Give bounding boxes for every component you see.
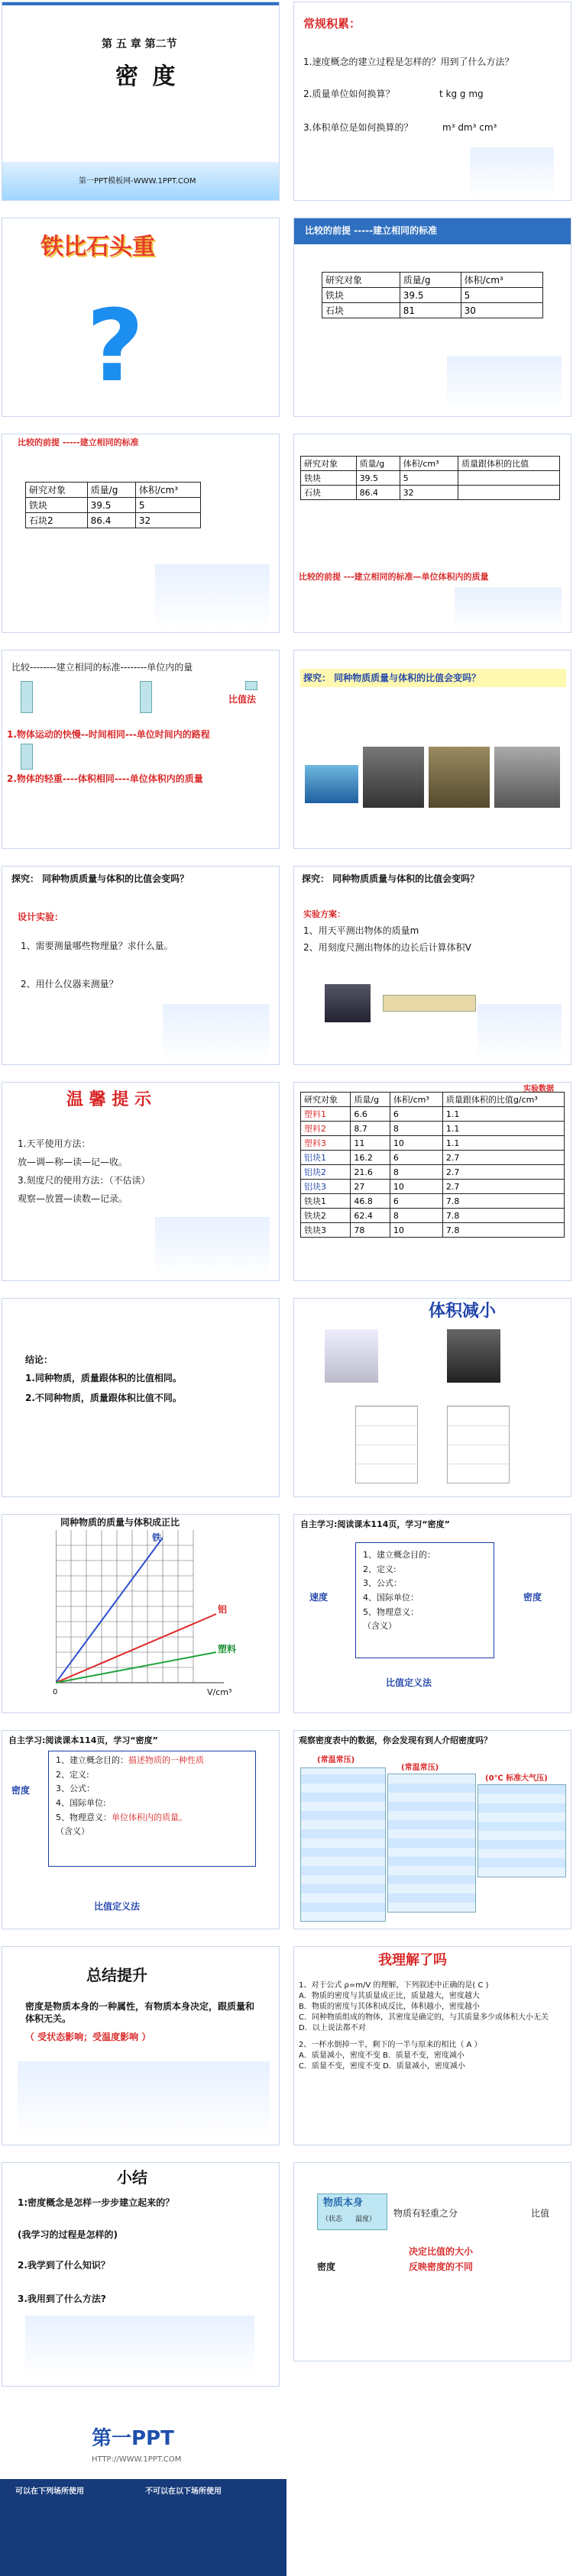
step-2: 2、用刻度尺测出物体的边长后计算体积V xyxy=(303,942,471,953)
question-2: 2.质量单位如何换算？ xyxy=(303,89,395,99)
cell: 铝块1 xyxy=(301,1151,351,1165)
heading: 常规积累： xyxy=(303,17,361,31)
slide-design xyxy=(2,866,280,1065)
grid-paper-image xyxy=(355,1406,418,1483)
col-header: 质量/g xyxy=(87,483,135,498)
banner-title: 铁比石头重 xyxy=(40,234,155,260)
concept-item: 5、物理意义： xyxy=(56,1812,112,1822)
col-header: 研究对象 xyxy=(26,483,88,498)
cell: 86.4 xyxy=(356,486,400,500)
ruler-image xyxy=(383,995,476,1012)
slide-iron-stone xyxy=(2,218,280,417)
slide-tips xyxy=(2,1082,280,1281)
cell: 32 xyxy=(135,513,200,528)
slide-recap xyxy=(2,2162,280,2387)
slide-self-study-answer xyxy=(2,1730,280,1929)
quiz-option: B．物质的密度与其体积成反比，体积越小，密度越小 xyxy=(299,2003,480,2011)
relation-3: 决定比值的大小 xyxy=(409,2246,474,2257)
title: 温 馨 提 示 xyxy=(66,1090,151,1109)
col-header: 质量跟体积的比值g/cm³ xyxy=(442,1093,564,1107)
cell: 10 xyxy=(390,1223,442,1238)
concept-item: 1、建立概念目的： xyxy=(56,1755,128,1765)
promo-heading-1: 可以在下列场所使用 xyxy=(15,2487,84,2496)
cell: 5 xyxy=(135,498,200,513)
compare-line: 比较--------建立相同的标准--------单位内的量 xyxy=(11,662,193,673)
heading: 探究： 同种物质质量与体积的比值会变吗？ xyxy=(303,673,481,683)
table-row xyxy=(301,1209,565,1223)
table-note-1: (常温常压) xyxy=(317,1756,355,1764)
col-header: 体积/cm³ xyxy=(390,1093,442,1107)
slide-conclusion xyxy=(2,1298,280,1497)
cell: 石块 xyxy=(301,486,357,500)
chapter-label: 第 五 章 第二节 xyxy=(102,38,177,50)
cell: 石块 xyxy=(322,303,400,318)
col-header: 质量/g xyxy=(351,1093,390,1107)
table-row xyxy=(301,1136,565,1151)
cell: 2.7 xyxy=(442,1151,564,1165)
metal-blocks-image xyxy=(363,747,424,808)
concept-item: 3、公式： xyxy=(363,1578,402,1589)
x-axis-label: V/cm³ xyxy=(207,1687,232,1697)
right-label: 密度 xyxy=(523,1592,542,1603)
cell: 5 xyxy=(400,471,458,486)
cell: 7.8 xyxy=(442,1209,564,1223)
concept-item: 3、公式： xyxy=(56,1784,95,1794)
data-table xyxy=(300,1092,565,1238)
concept-item: 2、定义: xyxy=(56,1769,89,1780)
slide-data xyxy=(293,1082,571,1281)
concept-item: 1、建立概念目的： xyxy=(363,1550,435,1560)
quiz-option: C．同种物质组成的物体，其密度是确定的，与其质量多少或体积大小无关 xyxy=(299,2013,549,2022)
col-header: 质量/g xyxy=(356,457,400,471)
left-label: 密度 xyxy=(11,1785,31,1796)
concept-list xyxy=(56,1754,204,1839)
cell: 30 xyxy=(461,303,542,318)
cell: 塑料1 xyxy=(301,1107,351,1122)
water-glass-image xyxy=(325,1329,378,1383)
cell xyxy=(458,486,560,500)
balance-image xyxy=(325,984,371,1022)
heading: 自主学习:阅读课本114页，学习“密度” xyxy=(8,1735,158,1745)
cell: 39.5 xyxy=(87,498,135,513)
concept-list xyxy=(363,1548,435,1634)
col-header: 体积/cm³ xyxy=(135,483,200,498)
arrow-down-icon xyxy=(245,681,257,690)
step-1: 1、用天平测出物体的质量m xyxy=(303,925,419,936)
heading: 比较的前提 -----建立相同的标准 xyxy=(18,437,139,447)
cell: 7.8 xyxy=(442,1194,564,1209)
method-label: 比值定义法 xyxy=(386,1677,432,1688)
tip-4: 观察—放置—读数—记录。 xyxy=(18,1193,128,1204)
slide-concept-map xyxy=(293,2162,571,2361)
recap-4: 3.我用到了什么方法? xyxy=(18,2294,106,2304)
tip-3: 3.刻度尺的使用方法：（不估读） xyxy=(18,1175,151,1186)
cell: 86.4 xyxy=(87,513,135,528)
data-table xyxy=(322,272,543,318)
table-row xyxy=(301,1122,565,1136)
page-title: 密 度 xyxy=(115,63,179,90)
table-note-2: (常温常压) xyxy=(401,1764,439,1772)
quiz-option: A．物质的密度与其质量成正比，质量越大，密度越大 xyxy=(299,1992,480,2000)
cell: 10 xyxy=(390,1180,442,1194)
method-label: 比值定义法 xyxy=(94,1901,141,1912)
table-row xyxy=(301,1223,565,1238)
col-header: 研究对象 xyxy=(301,1093,351,1107)
blocks-image xyxy=(305,765,358,803)
cell: 铁块2 xyxy=(301,1209,351,1223)
cell: 5 xyxy=(461,288,542,303)
title: 体积减小 xyxy=(429,1302,497,1321)
cell: 27 xyxy=(351,1180,390,1194)
cell: 8 xyxy=(390,1165,442,1180)
cell: 6 xyxy=(390,1151,442,1165)
heading: 比较的前提 -----建立相同的标准 xyxy=(305,225,438,236)
origin-label: 0 xyxy=(53,1688,58,1696)
cell: 81 xyxy=(400,303,461,318)
aluminium-line xyxy=(56,1614,216,1683)
relation-2: 比值 xyxy=(531,2208,550,2219)
cell: 1.1 xyxy=(442,1136,564,1151)
heading: 探究： 同种物质质量与体积的比值会变吗？ xyxy=(302,873,480,884)
slide-table-2 xyxy=(2,434,280,633)
answer: 单位体积内的质量。 xyxy=(112,1812,187,1822)
quiz-question: 1、对于公式 ρ=m/V 的理解，下列叙述中正确的是( C ) xyxy=(299,1981,489,1990)
density-table-image xyxy=(478,1784,566,1877)
tip-1: 1.天平使用方法： xyxy=(18,1138,91,1149)
slide-summary xyxy=(2,1946,280,2145)
cell: 铁块1 xyxy=(301,1194,351,1209)
table-row xyxy=(301,1180,565,1194)
recap-2: (我学习的过程是怎样的) xyxy=(18,2229,118,2240)
cell: 46.8 xyxy=(351,1194,390,1209)
cell: 21.6 xyxy=(351,1165,390,1180)
sub-heading: 设计实验： xyxy=(18,912,64,922)
heading: 探究： 同种物质质量与体积的比值会变吗？ xyxy=(11,873,189,884)
quiz xyxy=(299,1980,566,2072)
chart-title: 同种物质的质量与体积成正比 xyxy=(60,1517,180,1528)
col-header: 体积/cm³ xyxy=(400,457,458,471)
cell: 铝块3 xyxy=(301,1180,351,1194)
concept-label: 物质本身 xyxy=(323,2197,364,2209)
arrow-down-icon xyxy=(140,681,152,713)
table-row xyxy=(301,1194,565,1209)
cell: 6.6 xyxy=(351,1107,390,1122)
concept-item: 4、国际单位： xyxy=(363,1593,419,1603)
cell: 铁块3 xyxy=(301,1223,351,1238)
conclusion-2: 2.不同种物质，质量跟体积比值不同。 xyxy=(25,1393,182,1403)
cell: 铁块 xyxy=(322,288,400,303)
promo-heading-2: 不可以在以下场所使用 xyxy=(145,2487,222,2496)
cell: 11 xyxy=(351,1136,390,1151)
cell: 62.4 xyxy=(351,1209,390,1223)
cell: 39.5 xyxy=(356,471,400,486)
left-label: 密度 xyxy=(317,2261,336,2272)
concept-sub-1: （状态 xyxy=(322,2216,343,2223)
cartoon-illustration xyxy=(478,1004,562,1061)
question-3: 3.体积单位是如何换算的？ xyxy=(303,122,413,133)
title: 总结提升 xyxy=(86,1966,147,1984)
recap-1: 1:密度概念是怎样一步步建立起来的？ xyxy=(18,2197,175,2208)
question-1: 1、需要测量哪些物理量？求什么量。 xyxy=(21,941,173,951)
concept-item: （含义） xyxy=(56,1826,89,1837)
quiz-option: D．以上说法都不对 xyxy=(299,2024,366,2032)
brand-url: HTTP://WWW.1PPT.COM xyxy=(92,2455,182,2464)
slide-title xyxy=(2,2,280,201)
concept-item: （含义） xyxy=(363,1621,397,1632)
cartoon-illustration xyxy=(447,356,562,412)
title: 小结 xyxy=(117,2168,147,2187)
slide-explore xyxy=(293,650,571,849)
ice-glass-image xyxy=(447,1329,500,1383)
arrow-down-icon xyxy=(21,744,33,770)
blocks-photo xyxy=(494,747,560,808)
density-table-image xyxy=(300,1767,386,1922)
cell: 8 xyxy=(390,1122,442,1136)
cell: 16.2 xyxy=(351,1151,390,1165)
promo-panel xyxy=(0,2387,286,2576)
cell: 塑料3 xyxy=(301,1136,351,1151)
slide-volume xyxy=(293,1298,571,1497)
data-tag: 实验数据 xyxy=(523,1085,554,1093)
brand-logo: 第一PPT xyxy=(92,2427,174,2450)
slide-quiz xyxy=(293,1946,571,2145)
cartoon-illustration xyxy=(18,2061,270,2138)
question-3-units: m³ dm³ cm³ xyxy=(442,122,497,133)
cartoon-illustration xyxy=(25,2316,254,2377)
data-table xyxy=(25,482,201,528)
col-header: 体积/cm³ xyxy=(461,273,542,288)
question-2-units: t kg g mg xyxy=(439,89,484,99)
col-header: 质量跟体积的比值 xyxy=(458,457,560,471)
method-tag: 比值法 xyxy=(228,694,257,705)
title: 我理解了吗 xyxy=(378,1952,447,1968)
question-1: 1.速度概念的建立过程是怎样的？用到了什么方法？ xyxy=(303,56,514,67)
slide-table-3 xyxy=(293,434,571,633)
col-header: 研究对象 xyxy=(301,457,357,471)
series-label-iron: 铁 xyxy=(152,1532,162,1543)
concept-sub-2: 温度） xyxy=(355,2216,377,2223)
heading: 自主学习:阅读课本114页，学习“密度” xyxy=(300,1519,450,1529)
note: 比较的前提 ---建立相同的标准—单位体积内的质量 xyxy=(299,572,489,582)
cell: 2.7 xyxy=(442,1180,564,1194)
concept-item: 2、定义: xyxy=(363,1564,397,1574)
relation-1: 物质有轻重之分 xyxy=(393,2208,458,2219)
footer-text: 第一PPT模板网-WWW.1PPT.COM xyxy=(79,177,196,186)
cartoon-illustration xyxy=(470,147,554,197)
proportion-chart xyxy=(56,1530,231,1690)
cell: 铝块2 xyxy=(301,1165,351,1180)
line-2: 2.物体的轻重----体积相同----单位体积内的质量 xyxy=(7,773,203,784)
cell: 铁块 xyxy=(301,471,357,486)
heading: 观察密度表中的数据，你会发现有到人介绍密度吗？ xyxy=(299,1735,492,1745)
tip-2: 放—调—称—读—记—收。 xyxy=(18,1157,128,1167)
slide-plan xyxy=(293,866,571,1065)
series-label-plastic: 塑料 xyxy=(218,1644,237,1654)
cell: 1.1 xyxy=(442,1122,564,1136)
sub-heading: 实验方案： xyxy=(303,909,345,919)
cell: 10 xyxy=(390,1136,442,1151)
cell: 2.7 xyxy=(442,1165,564,1180)
slide-review xyxy=(293,2,571,201)
answer: 描述物质的一种性质 xyxy=(128,1755,204,1765)
summary-note: （ 受状态影响；受温度影响 ） xyxy=(25,2032,151,2042)
slide-density-table xyxy=(293,1730,571,1929)
cartoon-illustration xyxy=(155,1217,270,1278)
summary-body: 密度是物质本身的一种属性，有物质本身决定，跟质量和体积无关。 xyxy=(25,2001,255,2025)
slide-compare xyxy=(2,650,280,849)
density-table-image xyxy=(387,1774,476,1913)
cartoon-illustration xyxy=(155,564,270,629)
wood-blocks-image xyxy=(429,747,490,808)
cell: 铁块 xyxy=(26,498,88,513)
concept-item: 4、国际单位: xyxy=(56,1798,106,1809)
question-mark-icon: ? xyxy=(86,288,144,404)
quiz-option: A．质量减小，密度不变 B．质量不变，密度减小 xyxy=(299,2051,465,2060)
cell: 1.1 xyxy=(442,1107,564,1122)
table-row xyxy=(301,1151,565,1165)
cartoon-illustration xyxy=(455,587,562,629)
recap-3: 2.我学到了什么知识？ xyxy=(18,2260,110,2271)
table-row xyxy=(301,1165,565,1180)
series-label-aluminium: 铝 xyxy=(218,1604,228,1615)
grid-paper-image xyxy=(447,1406,510,1483)
slide-self-study xyxy=(293,1514,571,1713)
left-label: 速度 xyxy=(309,1592,329,1603)
concept-item: 5、物理意义： xyxy=(363,1606,419,1617)
iron-line xyxy=(56,1538,163,1683)
cell: 7.8 xyxy=(442,1223,564,1238)
cell: 39.5 xyxy=(400,288,461,303)
slide-chart xyxy=(2,1514,280,1713)
cell: 塑料2 xyxy=(301,1122,351,1136)
slide-table-1 xyxy=(293,218,571,417)
cartoon-illustration xyxy=(163,1004,270,1061)
cell: 石块2 xyxy=(26,513,88,528)
conclusion-heading: 结论： xyxy=(25,1354,53,1365)
cell xyxy=(458,471,560,486)
col-header: 质量/g xyxy=(400,273,461,288)
quiz-option: C．质量不变，密度不变 D．质量减小，密度减小 xyxy=(299,2062,465,2071)
cell: 78 xyxy=(351,1223,390,1238)
conclusion-1: 1.同种物质，质量跟体积的比值相同。 xyxy=(25,1373,182,1383)
cell: 8 xyxy=(390,1209,442,1223)
cell: 6 xyxy=(390,1194,442,1209)
data-table xyxy=(300,456,560,500)
cell: 32 xyxy=(400,486,458,500)
table-note-3: (0℃ 标准大气压) xyxy=(485,1774,548,1783)
quiz-question: 2、一杯水倒掉一半，剩下的一半与原来的相比（ A ） xyxy=(299,2041,482,2049)
question-2: 2、用什么仪器来测量？ xyxy=(21,979,118,989)
col-header: 研究对象 xyxy=(322,273,400,288)
table-row xyxy=(301,1107,565,1122)
arrow-down-icon xyxy=(21,681,33,713)
line-1: 1.物体运动的快慢--时间相同---单位时间内的路程 xyxy=(7,729,210,740)
relation-4: 反映密度的不同 xyxy=(409,2261,474,2272)
cell: 6 xyxy=(390,1107,442,1122)
cell: 8.7 xyxy=(351,1122,390,1136)
